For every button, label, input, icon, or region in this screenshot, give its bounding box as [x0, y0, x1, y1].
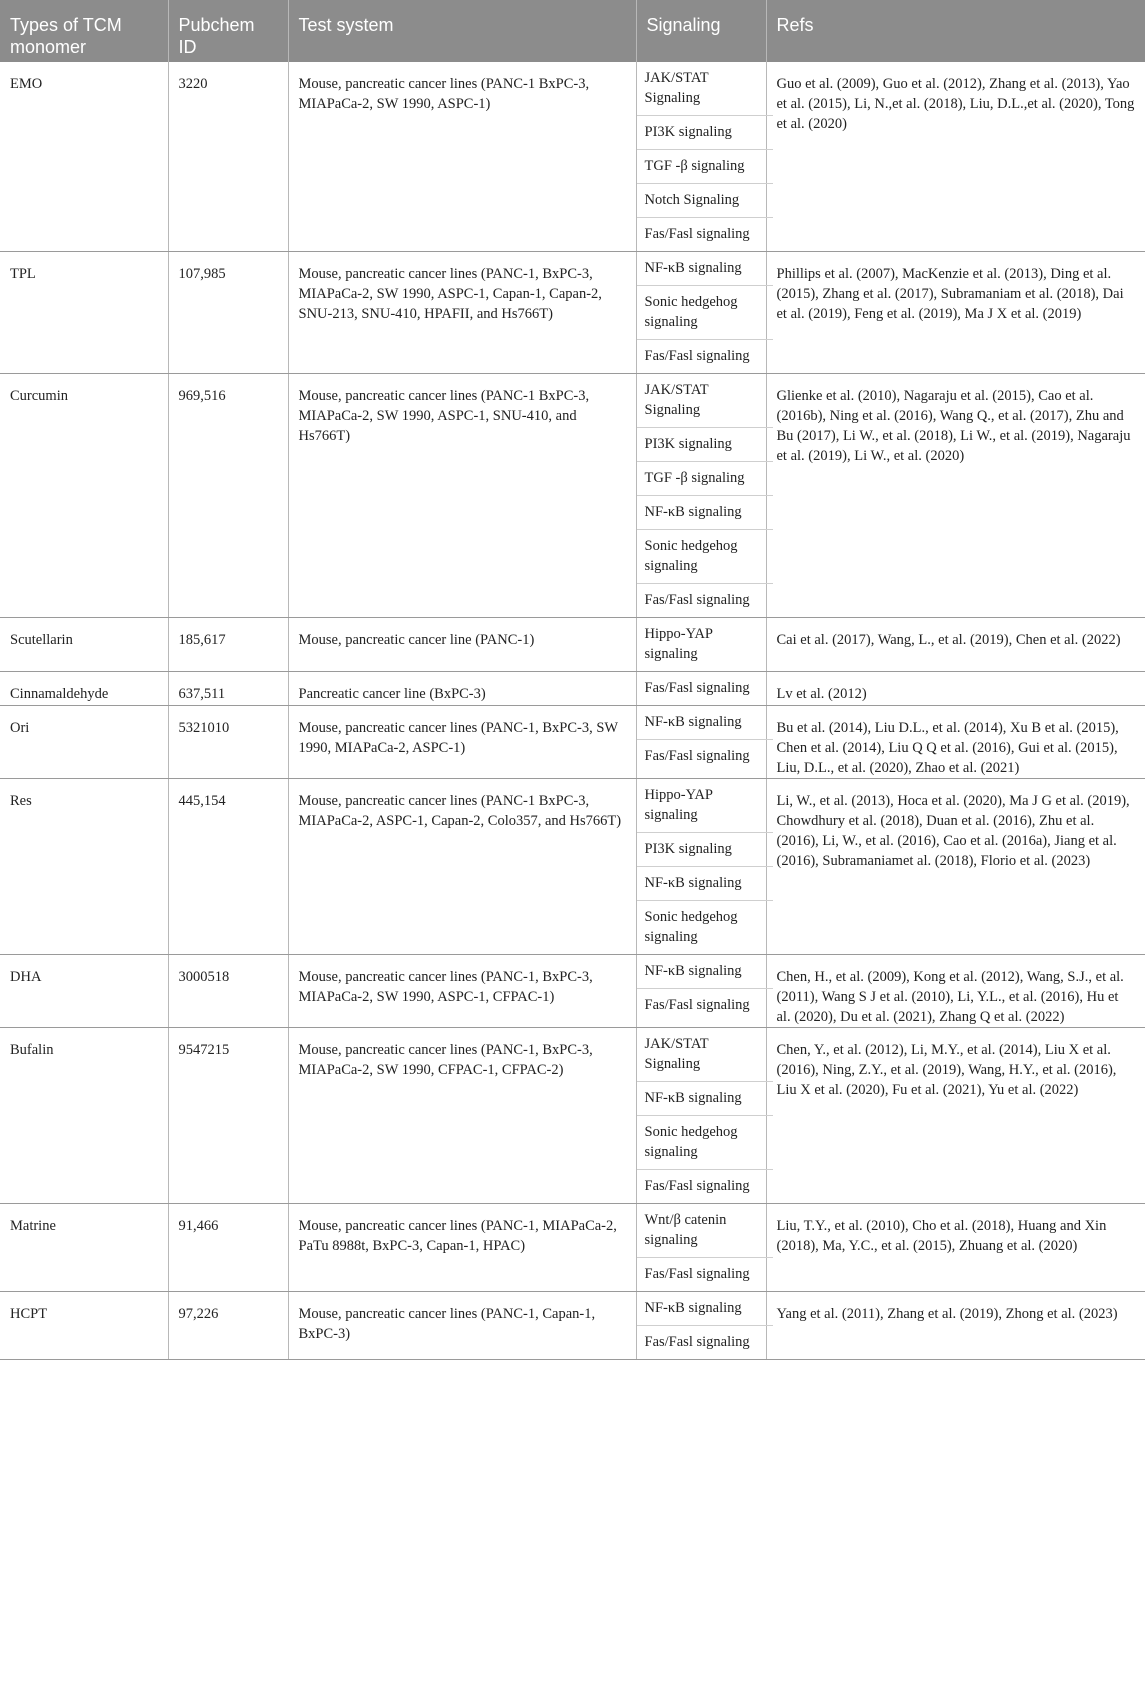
signaling-list — [637, 955, 766, 1022]
signaling-item — [637, 62, 773, 116]
cell-test-system: Mouse, pancreatic cancer lines (PANC-1 BxPC-3, MIAPaCa-2, ASPC-1, Capan-2, Colo357, and Hs766T) — [288, 779, 636, 955]
signaling-list — [637, 672, 766, 705]
header-signaling: Signaling — [636, 0, 766, 62]
signaling-label: NF-κB signaling — [644, 875, 742, 891]
signaling-label: NF-κB signaling — [644, 714, 742, 730]
header-refs: Refs — [766, 0, 1145, 62]
cell-refs: Liu, T.Y., et al. (2010), Cho et al. (2018), Huang and Xin (2018), Ma, Y.C., et al. (2015), Zhuang et al. (2020) — [766, 1204, 1145, 1292]
signaling-item — [637, 218, 773, 251]
signaling-label: Fas/Fasl signaling — [644, 348, 750, 364]
cell-signaling — [636, 252, 766, 374]
signaling-item — [637, 1204, 773, 1258]
table-row — [0, 706, 1145, 779]
signaling-list — [637, 62, 766, 251]
signaling-list — [637, 374, 766, 617]
table-row — [0, 374, 1145, 618]
signaling-item — [637, 955, 773, 989]
signaling-item — [637, 584, 773, 617]
header-test-system: Test system — [288, 0, 636, 62]
signaling-item — [637, 428, 773, 462]
cell-test-system: Mouse, pancreatic cancer lines (PANC-1, BxPC-3, SW 1990, MIAPaCa-2, ASPC-1) — [288, 706, 636, 779]
signaling-item — [637, 706, 773, 740]
cell-pubchem-id: 91,466 — [168, 1204, 288, 1292]
cell-monomer: Cinnamaldehyde — [0, 672, 168, 706]
signaling-label: Fas/Fasl signaling — [644, 748, 750, 764]
cell-refs: Chen, Y., et al. (2012), Li, M.Y., et al. (2014), Liu X et al. (2016), Ning, Z.Y., et al. (2019), Wang, H.Y., et al. (2016), Liu X et al. (2020), Fu et al. (2021), Yu et al. (2022) — [766, 1028, 1145, 1204]
signaling-label: NF-κB signaling — [644, 504, 742, 520]
signaling-item — [637, 901, 773, 954]
cell-signaling — [636, 374, 766, 618]
signaling-label: Wnt/β catenin signaling — [644, 1212, 727, 1248]
signaling-item — [637, 1326, 773, 1359]
signaling-item — [637, 286, 773, 340]
signaling-label: Sonic hedgehog signaling — [644, 294, 738, 330]
cell-test-system: Mouse, pancreatic cancer lines (PANC-1, MIAPaCa-2, PaTu 8988t, BxPC-3, Capan-1, HPAC) — [288, 1204, 636, 1292]
cell-monomer: Ori — [0, 706, 168, 779]
signaling-item — [637, 672, 773, 705]
signaling-item — [637, 1292, 773, 1326]
cell-pubchem-id: 185,617 — [168, 618, 288, 672]
signaling-list — [637, 1292, 766, 1359]
signaling-item — [637, 496, 773, 530]
signaling-label: Sonic hedgehog signaling — [644, 909, 738, 945]
cell-refs: Bu et al. (2014), Liu D.L., et al. (2014), Xu B et al. (2015), Chen et al. (2014), Liu Q Q et al. (2016), Gui et al. (2015), Liu, D.L., et al. (2020), Zhao et al. (2021) — [766, 706, 1145, 779]
cell-refs: Lv et al. (2012) — [766, 672, 1145, 706]
signaling-item — [637, 779, 773, 833]
cell-signaling — [636, 1204, 766, 1292]
cell-test-system: Mouse, pancreatic cancer lines (PANC-1, Capan-1, BxPC-3) — [288, 1292, 636, 1360]
cell-pubchem-id: 969,516 — [168, 374, 288, 618]
cell-monomer: Scutellarin — [0, 618, 168, 672]
signaling-label: Fas/Fasl signaling — [644, 1334, 750, 1350]
signaling-item — [637, 867, 773, 901]
signaling-item — [637, 462, 773, 496]
cell-signaling — [636, 1292, 766, 1360]
cell-monomer: Res — [0, 779, 168, 955]
cell-monomer: Matrine — [0, 1204, 168, 1292]
cell-test-system: Mouse, pancreatic cancer lines (PANC-1 BxPC-3, MIAPaCa-2, SW 1990, ASPC-1, SNU-410, and Hs766T) — [288, 374, 636, 618]
cell-refs: Chen, H., et al. (2009), Kong et al. (2012), Wang, S.J., et al. (2011), Wang S J et al. (2010), Li, Y.L., et al. (2016), Hu et al. (2020), Du et al. (2021), Zhang Q et al. (2022) — [766, 955, 1145, 1028]
cell-refs: Guo et al. (2009), Guo et al. (2012), Zhang et al. (2013), Yao et al. (2015), Li, N.,et al. (2018), Liu, D.L.,et al. (2020), Tong et al. (2020) — [766, 62, 1145, 252]
cell-signaling — [636, 779, 766, 955]
cell-pubchem-id: 445,154 — [168, 779, 288, 955]
signaling-label: Notch Signaling — [644, 192, 740, 208]
signaling-label: NF-κB signaling — [644, 1300, 742, 1316]
table-row — [0, 1292, 1145, 1360]
cell-test-system: Mouse, pancreatic cancer lines (PANC-1, BxPC-3, MIAPaCa-2, SW 1990, ASPC-1, CFPAC-1) — [288, 955, 636, 1028]
table-body — [0, 62, 1145, 1360]
signaling-label: PI3K signaling — [644, 124, 732, 140]
table-row — [0, 955, 1145, 1028]
cell-test-system: Mouse, pancreatic cancer lines (PANC-1, BxPC-3, MIAPaCa-2, SW 1990, CFPAC-1, CFPAC-2) — [288, 1028, 636, 1204]
signaling-item — [637, 833, 773, 867]
signaling-list — [637, 1028, 766, 1203]
table-row — [0, 1028, 1145, 1204]
signaling-label: TGF -β signaling — [644, 158, 745, 174]
signaling-label: PI3K signaling — [644, 841, 732, 857]
signaling-label: TGF -β signaling — [644, 470, 745, 486]
signaling-label: Fas/Fasl signaling — [644, 997, 750, 1013]
signaling-label: NF-κB signaling — [644, 260, 742, 276]
cell-signaling — [636, 706, 766, 779]
cell-signaling — [636, 1028, 766, 1204]
signaling-item — [637, 252, 773, 286]
cell-signaling — [636, 618, 766, 672]
signaling-list — [637, 779, 766, 954]
signaling-item — [637, 530, 773, 584]
signaling-item — [637, 989, 773, 1022]
cell-pubchem-id: 97,226 — [168, 1292, 288, 1360]
signaling-label: NF-κB signaling — [644, 1090, 742, 1106]
table-row — [0, 62, 1145, 252]
header-row — [0, 0, 1145, 62]
table-row — [0, 1204, 1145, 1292]
signaling-item — [637, 1082, 773, 1116]
signaling-label: Sonic hedgehog signaling — [644, 1124, 738, 1160]
signaling-label: Fas/Fasl signaling — [644, 1178, 750, 1194]
cell-monomer: DHA — [0, 955, 168, 1028]
signaling-label: Fas/Fasl signaling — [644, 680, 750, 696]
cell-refs: Cai et al. (2017), Wang, L., et al. (2019), Chen et al. (2022) — [766, 618, 1145, 672]
signaling-item — [637, 618, 773, 671]
signaling-label: JAK/STAT Signaling — [644, 382, 709, 418]
signaling-item — [637, 1258, 773, 1291]
signaling-list — [637, 706, 766, 773]
cell-refs: Li, W., et al. (2013), Hoca et al. (2020), Ma J G et al. (2019), Chowdhury et al. (2018), Duan et al. (2016), Zhu et al. (2016), Li, W., et al. (2016), Cao et al. (2016a), Jiang et al. (2016), Subramaniamet al. (2018), Florio et al. (2023) — [766, 779, 1145, 955]
cell-pubchem-id: 9547215 — [168, 1028, 288, 1204]
cell-monomer: EMO — [0, 62, 168, 252]
cell-test-system: Mouse, pancreatic cancer line (PANC-1) — [288, 618, 636, 672]
table-row — [0, 252, 1145, 374]
cell-signaling — [636, 955, 766, 1028]
signaling-label: Fas/Fasl signaling — [644, 592, 750, 608]
cell-refs: Glienke et al. (2010), Nagaraju et al. (2015), Cao et al. (2016b), Ning et al. (2016), Wang Q., et al. (2017), Zhu and Bu (2017), Li W., et al. (2018), Li W., et al. (2019), Nagaraju et al. (2019), Li W., et al. (2020) — [766, 374, 1145, 618]
signaling-item — [637, 150, 773, 184]
signaling-item — [637, 340, 773, 373]
signaling-item — [637, 1028, 773, 1082]
signaling-list — [637, 1204, 766, 1291]
signaling-list — [637, 618, 766, 671]
cell-pubchem-id: 637,511 — [168, 672, 288, 706]
signaling-label: JAK/STAT Signaling — [644, 1036, 709, 1072]
cell-signaling — [636, 62, 766, 252]
header-monomer: Types of TCM monomer — [0, 0, 168, 62]
signaling-label: NF-κB signaling — [644, 963, 742, 979]
header-pubchem-id: Pubchem ID — [168, 0, 288, 62]
table-row — [0, 618, 1145, 672]
cell-test-system: Mouse, pancreatic cancer lines (PANC-1 BxPC-3, MIAPaCa-2, SW 1990, ASPC-1) — [288, 62, 636, 252]
cell-refs: Yang et al. (2011), Zhang et al. (2019), Zhong et al. (2023) — [766, 1292, 1145, 1360]
cell-refs: Phillips et al. (2007), MacKenzie et al. (2013), Ding et al. (2015), Zhang et al. (2017), Subramaniam et al. (2018), Dai et al. (2019), Feng et al. (2019), Ma J X et al. (2019) — [766, 252, 1145, 374]
cell-pubchem-id: 107,985 — [168, 252, 288, 374]
table-row — [0, 672, 1145, 706]
signaling-label: Fas/Fasl signaling — [644, 1266, 750, 1282]
signaling-label: JAK/STAT Signaling — [644, 70, 709, 106]
cell-monomer: HCPT — [0, 1292, 168, 1360]
signaling-label: PI3K signaling — [644, 436, 732, 452]
signaling-label: Sonic hedgehog signaling — [644, 538, 738, 574]
signaling-item — [637, 184, 773, 218]
cell-test-system: Pancreatic cancer line (BxPC-3) — [288, 672, 636, 706]
cell-pubchem-id: 5321010 — [168, 706, 288, 779]
signaling-item — [637, 1170, 773, 1203]
cell-monomer: Bufalin — [0, 1028, 168, 1204]
signaling-item — [637, 116, 773, 150]
cell-test-system: Mouse, pancreatic cancer lines (PANC-1, BxPC-3, MIAPaCa-2, SW 1990, ASPC-1, Capan-1, Capan-2, SNU-213, SNU-410, HPAFII, and Hs766T) — [288, 252, 636, 374]
cell-pubchem-id: 3000518 — [168, 955, 288, 1028]
signaling-item — [637, 1116, 773, 1170]
cell-signaling — [636, 672, 766, 706]
signaling-label: Fas/Fasl signaling — [644, 226, 750, 242]
cell-monomer: TPL — [0, 252, 168, 374]
table-row — [0, 779, 1145, 955]
cell-monomer: Curcumin — [0, 374, 168, 618]
signaling-label: Hippo-YAP signaling — [644, 787, 713, 823]
signaling-label: Hippo-YAP signaling — [644, 626, 713, 662]
signaling-item — [637, 740, 773, 773]
cell-pubchem-id: 3220 — [168, 62, 288, 252]
signaling-item — [637, 374, 773, 428]
signaling-list — [637, 252, 766, 373]
